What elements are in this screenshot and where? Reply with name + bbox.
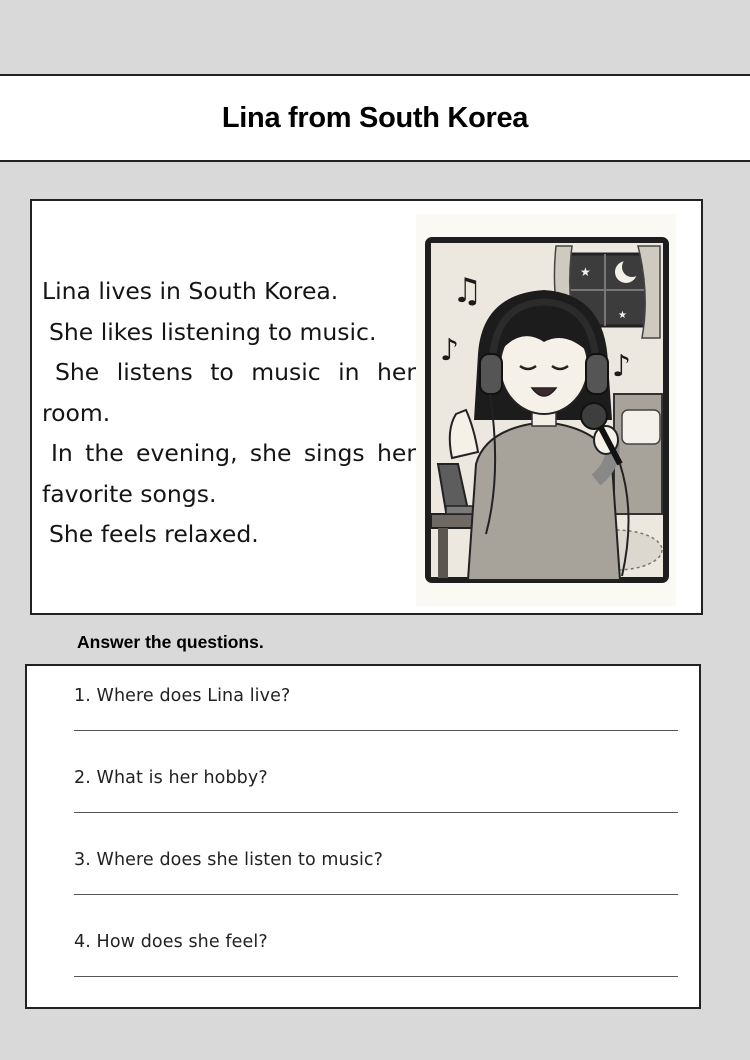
story-line: She listens to music in her room. <box>42 358 416 427</box>
story-panel <box>30 199 703 615</box>
story-line: She feels relaxed. <box>49 520 259 548</box>
question-item <box>74 686 678 706</box>
question-item <box>74 932 678 952</box>
svg-text:★: ★ <box>580 265 591 279</box>
svg-text:★: ★ <box>618 310 627 321</box>
question-item <box>74 850 678 870</box>
svg-text:♪: ♪ <box>612 349 632 384</box>
answer-line[interactable] <box>74 976 678 977</box>
title-band <box>0 74 750 162</box>
girl-singing-illustration-icon <box>416 214 676 606</box>
answer-line[interactable] <box>74 894 678 895</box>
story-line: Lina lives in South Korea. <box>42 277 339 305</box>
story-line: In the evening, she sings her favorite songs. <box>42 439 416 508</box>
question-text: 3. Where does she listen to music? <box>74 850 384 870</box>
worksheet-title: Lina from South Korea <box>221 101 529 134</box>
story-line: She likes listening to music. <box>49 317 377 346</box>
question-text: 4. How does she feel? <box>74 932 268 952</box>
instructions-heading: Answer the questions. <box>77 632 264 652</box>
answer-line[interactable] <box>74 730 678 731</box>
story-text <box>42 271 416 555</box>
svg-text:♫: ♫ <box>452 271 483 311</box>
question-text: 2. What is her hobby? <box>74 768 268 788</box>
questions-panel <box>25 664 701 1009</box>
question-item <box>74 768 678 788</box>
question-text: 1. Where does Lina live? <box>74 686 291 706</box>
answer-line[interactable] <box>74 812 678 813</box>
svg-text:♪: ♪ <box>440 333 460 368</box>
